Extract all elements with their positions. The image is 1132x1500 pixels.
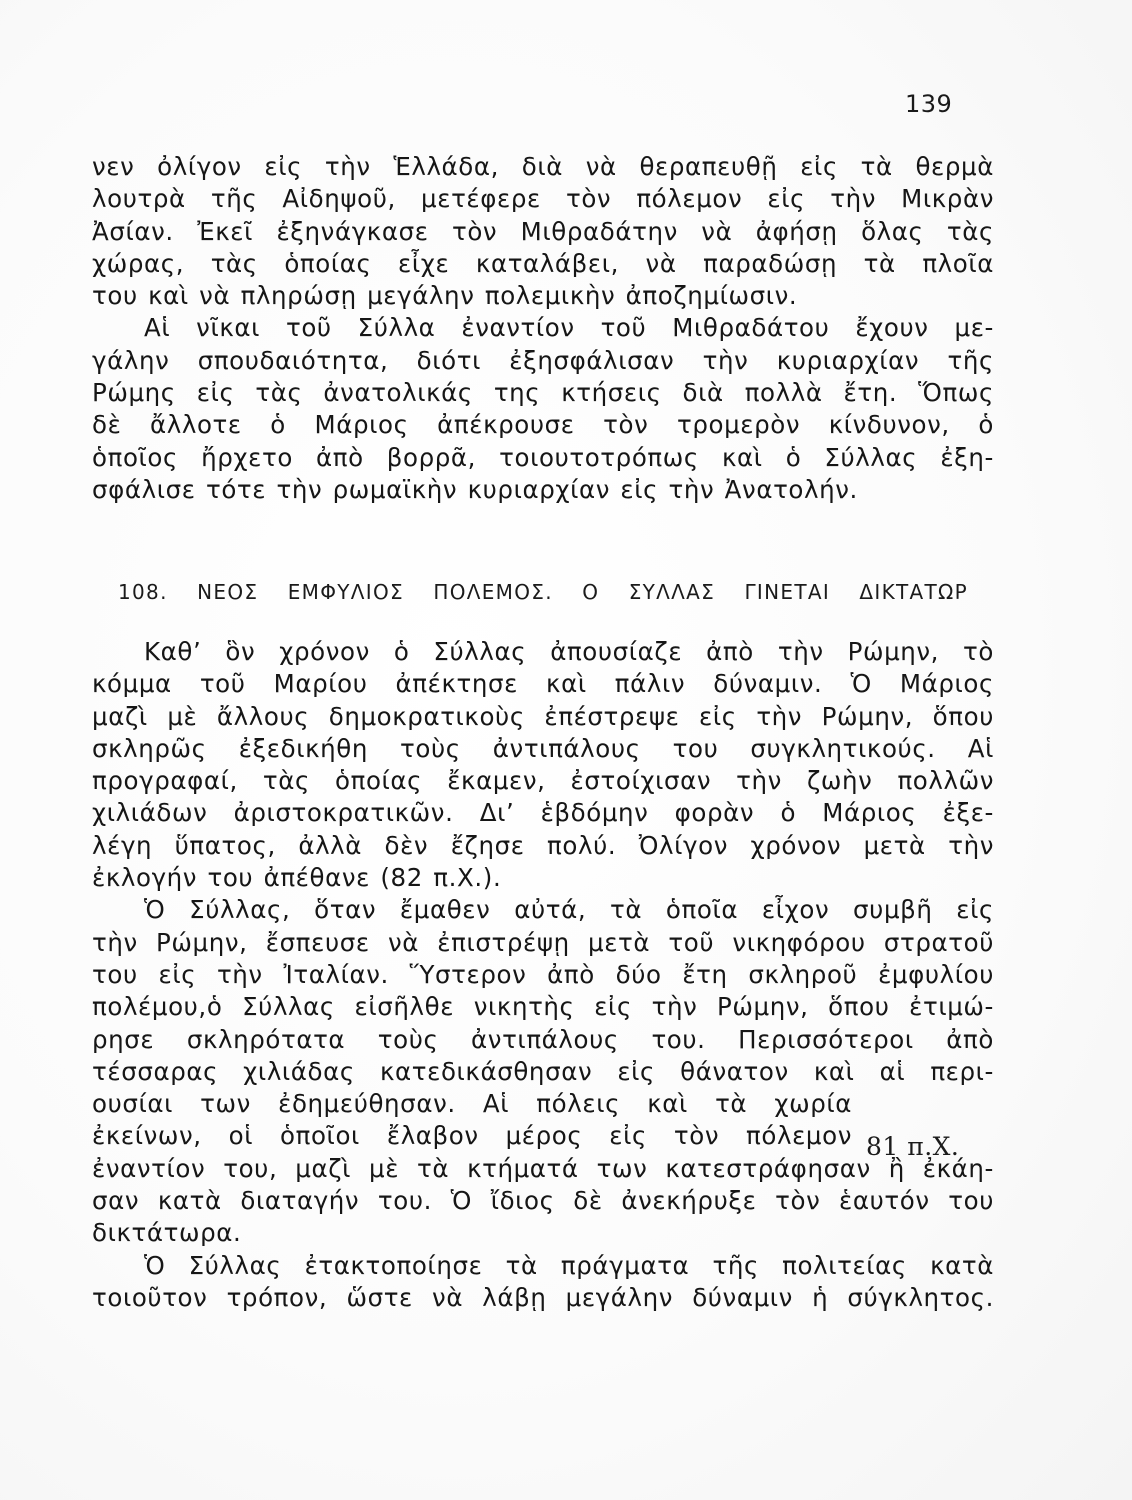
- text-line: γάλην σπουδαιότητα, διότι ἐξησφάλισαν τὴν κυριαρχίαν τῆς: [92, 345, 994, 375]
- text-line: ρησε σκληρότατα τοὺς ἀντιπάλους του. Περισσότεροι ἀπὸ: [92, 1024, 994, 1054]
- text-line: Ρώμης εἰς τὰς ἀνατολικάς της κτήσεις διὰ πολλὰ ἔτη. Ὅπως: [92, 378, 994, 408]
- text-line: του καὶ νὰ πληρώσῃ μεγάλην πολεμικὴν ἀποζημίωσιν.: [92, 281, 798, 311]
- text-line: ἐναντίον του, μαζὶ μὲ τὰ κτήματά των κατεστράφησαν ἢ ἐκάη-: [92, 1153, 994, 1183]
- text-line: χιλιάδων ἀριστοκρατικῶν. Δι’ ἑβδόμην φορὰν ὁ Μάριος ἐξε-: [92, 798, 994, 828]
- text-line: σκληρῶς ἐξεδικήθη τοὺς ἀντιπάλους του συγκλητικούς. Αἱ: [92, 733, 994, 763]
- text-line: ἐκείνων, οἱ ὁποῖοι ἔλαβον μέρος εἰς τὸν πόλεμον: [92, 1121, 852, 1151]
- text-line: του εἰς τὴν Ἰταλίαν. Ὕστερον ἀπὸ δύο ἔτη σκληροῦ ἐμφυλίου: [92, 959, 994, 989]
- text-line: ἐκλογήν του ἀπέθανε (82 π.Χ.).: [92, 863, 502, 893]
- text-line: προγραφαί, τὰς ὁποίας ἔκαμεν, ἐστοίχισαν τὴν ζωὴν πολλῶν: [92, 766, 994, 796]
- text-line: νεν ὀλίγον εἰς τὴν Ἑλλάδα, διὰ νὰ θεραπευθῇ εἰς τὰ θερμὰ: [92, 152, 994, 181]
- text-line: ὁποῖος ἤρχετο ἀπὸ βορρᾶ, τοιουτοτρόπως καὶ ὁ Σύλλας ἐξη-: [92, 442, 994, 472]
- text-line: Ὁ Σύλλας ἐτακτοποίησε τὰ πράγματα τῆς πολιτείας κατὰ: [144, 1250, 994, 1280]
- text-line: τὴν Ρώμην, ἔσπευσε νὰ ἐπιστρέψῃ μετὰ τοῦ νικηφόρου στρατοῦ: [92, 927, 994, 957]
- text-line: λέγη ὕπατος, ἀλλὰ δὲν ἔζησε πολύ. Ὀλίγον χρόνον μετὰ τὴν: [92, 830, 994, 860]
- text-line: Αἱ νῖκαι τοῦ Σύλλα ἐναντίον τοῦ Μιθραδάτου ἔχουν με-: [144, 313, 994, 343]
- text-line: Καθ’ ὃν χρόνον ὁ Σύλλας ἀπουσίαζε ἀπὸ τὴν Ρώμην, τὸ: [144, 637, 994, 666]
- text-line: Ἀσίαν. Ἐκεῖ ἐξηνάγκασε τὸν Μιθραδάτην νὰ ἀφήσῃ ὅλας τὰς: [92, 216, 994, 246]
- text-line: δὲ ἄλλοτε ὁ Μάριος ἀπέκρουσε τὸν τρομερὸν κίνδυνον, ὁ: [92, 410, 994, 440]
- text-line: δικτάτωρα.: [92, 1218, 242, 1248]
- margin-note-date: 81 π.Χ.: [866, 1132, 960, 1161]
- text-line: σφάλισε τότε τὴν ρωμαϊκὴν κυριαρχίαν εἰς τὴν Ἀνατολήν.: [92, 474, 858, 504]
- text-line: χώρας, τὰς ὁποίας εἶχε καταλάβει, νὰ παραδώσῃ τὰ πλοῖα: [92, 248, 994, 278]
- text-line: σαν κατὰ διαταγήν του. Ὁ ἴδιος δὲ ἀνεκήρυξε τὸν ἑαυτόν του: [92, 1186, 994, 1216]
- text-block-top: [92, 151, 994, 506]
- page-number: 139: [905, 90, 953, 118]
- section-heading: 108. ΝΕΟΣ ΕΜΦΥΛΙΟΣ ΠΟΛΕΜΟΣ. Ο ΣΥΛΛΑΣ ΓΙΝΕΤΑΙ ΔΙΚΤΑΤΩΡ: [118, 580, 968, 604]
- text-line: μαζὶ μὲ ἄλλους δημοκρατικοὺς ἐπέστρεψε εἰς τὴν Ρώμην, ὅπου: [92, 701, 994, 731]
- text-line: λουτρὰ τῆς Αἰδηψοῦ, μετέφερε τὸν πόλεμον εἰς τὴν Μικρὰν: [92, 184, 994, 214]
- text-line: ουσίαι των ἐδημεύθησαν. Αἱ πόλεις καὶ τὰ χωρία: [92, 1089, 852, 1119]
- text-line: τέσσαρας χιλιάδας κατεδικάσθησαν εἰς θάνατον καὶ αἱ περι-: [92, 1056, 994, 1086]
- text-block-bottom: [92, 636, 994, 1314]
- text-line: τοιοῦτον τρόπον, ὥστε νὰ λάβῃ μεγάλην δύναμιν ἡ σύγκλητος.: [92, 1282, 994, 1312]
- text-line: κόμμα τοῦ Μαρίου ἀπέκτησε καὶ πάλιν δύναμιν. Ὁ Μάριος: [92, 669, 994, 699]
- text-line: Ὁ Σύλλας, ὅταν ἔμαθεν αὐτά, τὰ ὁποῖα εἶχον συμβῆ εἰς: [144, 895, 994, 925]
- text-line: πολέμου,ὁ Σύλλας εἰσῆλθε νικητὴς εἰς τὴν Ρώμην, ὅπου ἐτιμώ-: [92, 992, 994, 1022]
